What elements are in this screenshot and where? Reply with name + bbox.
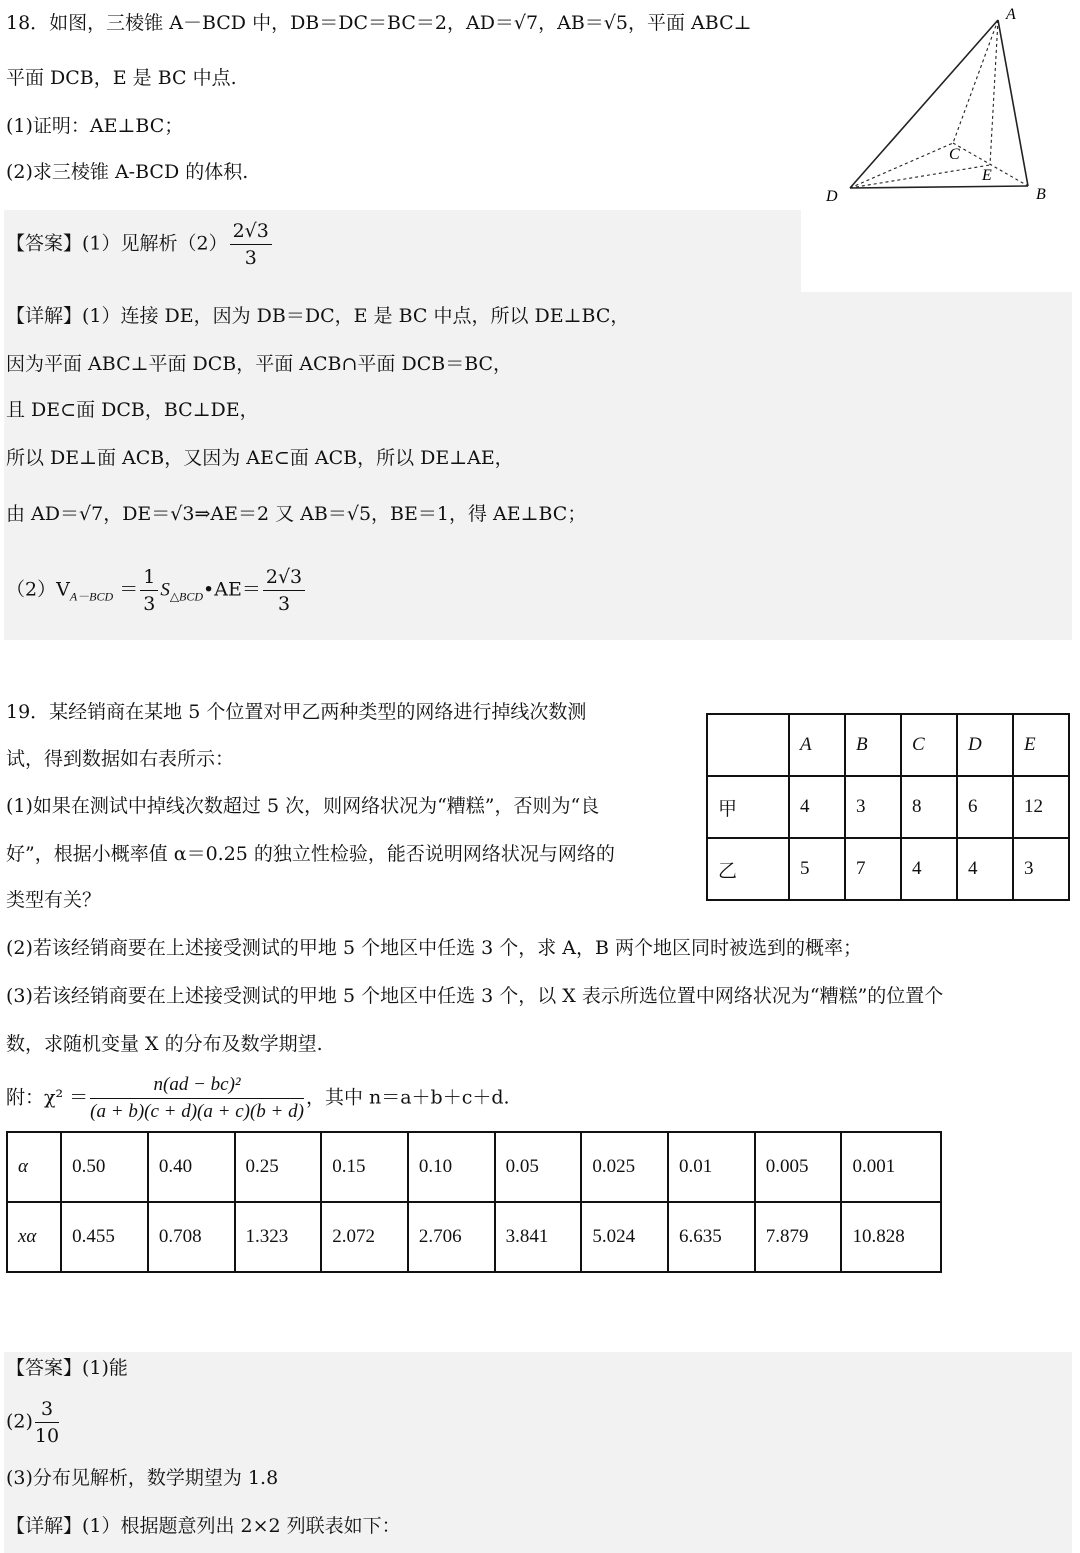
q18-line1: 18．如图，三棱锥 A－BCD 中，DB＝DC＝BC＝2，AD＝√7，AB＝√5，平面 ABC⊥ bbox=[6, 12, 752, 34]
q19-line3: (1)如果在测试中掉线次数超过 5 次，则网络状况为“糟糕”，否则为“良 bbox=[6, 795, 600, 817]
q18-volume: $(2)V_{A-BCD}$ ＝ $\frac{1}{3}$ $S_{\triangle BCD}•AE=$ $\frac{2√3}{3}$ bbox=[6, 564, 307, 617]
q19-line2: 试，得到数据如右表所示： bbox=[6, 748, 235, 770]
q19-line7: (3)若该经销商要在上述接受测试的甲地 5 个地区中任选 3 个，以 X 表示所选位置中网络状况为“糟糕”的位置个 bbox=[6, 985, 944, 1007]
q18-part1: (1)证明：AE⊥BC； bbox=[6, 115, 184, 137]
q18-detail-3: 且 DE⊂面 DCB，BC⊥DE， bbox=[6, 399, 259, 421]
q19-answer1: 【答案】(1)能 bbox=[6, 1357, 128, 1379]
q18-detail-4: 所以 DE⊥面 ACB，又因为 AE⊂面 ACB，所以 DE⊥AE， bbox=[6, 447, 514, 469]
q18-answer-prefix: 【答案】(1）见解析（2） bbox=[6, 232, 228, 255]
q19-detail1: 【详解】(1）根据题意列出 2×2 列联表如下： bbox=[6, 1515, 401, 1537]
q19-line4: 好”，根据小概率值 α＝0.25 的独立性检验，能否说明网络状况与网络的 bbox=[6, 843, 615, 865]
q18-answer-fraction: $\frac{2√3}{3}$ bbox=[230, 218, 272, 271]
table-row: A B C D E bbox=[707, 714, 1069, 776]
table-row: 乙 5 7 4 4 3 bbox=[707, 838, 1069, 900]
q19-line1: 19．某经销商在某地 5 个位置对甲乙两种类型的网络进行掉线次数测 bbox=[6, 701, 587, 723]
q18-detail-2: 因为平面 ABC⊥平面 DCB，平面 ACB∩平面 DCB＝BC， bbox=[6, 353, 513, 375]
label-D: D bbox=[826, 188, 838, 205]
network-table bbox=[706, 713, 1070, 901]
chi-square-table bbox=[6, 1131, 942, 1273]
label-B: B bbox=[1036, 186, 1046, 203]
pyramid-figure bbox=[820, 5, 1070, 205]
q19-line6: (2)若该经销商要在上述接受测试的甲地 5 个地区中任选 3 个，求 A，B 两个地区同时被选到的概率； bbox=[6, 937, 863, 959]
q18-part2: (2)求三棱锥 A-BCD 的体积. bbox=[6, 161, 249, 183]
q18-line2: 平面 DCB，E 是 BC 中点. bbox=[6, 67, 237, 89]
q19-line5: 类型有关？ bbox=[6, 889, 102, 911]
q19-answer3: (3)分布见解析，数学期望为 1.8 bbox=[6, 1467, 279, 1489]
q18-detail-5: 由 AD＝√7，DE＝√3⇒AE＝2 又 AB＝√5，BE＝1，得 AE⊥BC； bbox=[6, 503, 587, 525]
table-row: 甲 4 3 8 6 12 bbox=[707, 776, 1069, 838]
q18-answer bbox=[6, 218, 274, 271]
table-row: xα 0.455 0.708 1.323 2.072 2.706 3.841 5.024 6.635 7.879 10.828 bbox=[7, 1202, 941, 1272]
q19-answer2: (2) $\frac{3}{10}$ bbox=[6, 1398, 60, 1447]
q19-line8: 数，求随机变量 X 的分布及数学期望. bbox=[6, 1033, 323, 1055]
label-C: C bbox=[949, 146, 960, 163]
label-E: E bbox=[982, 167, 992, 184]
chi-formula: 附：χ² ＝ $\frac{\text{n(ad − bc)²}}{(a + b)(c + d)(a + c)(b + d)}$ ，其中 n＝a＋b＋c＋d. bbox=[6, 1074, 510, 1122]
q18-detail-1: 【详解】(1）连接 DE，因为 DB＝DC，E 是 BC 中点，所以 DE⊥BC， bbox=[6, 305, 630, 327]
table-row: α 0.50 0.40 0.25 0.15 0.10 0.05 0.025 0.01 0.005 0.001 bbox=[7, 1132, 941, 1202]
label-A: A bbox=[1006, 6, 1016, 23]
